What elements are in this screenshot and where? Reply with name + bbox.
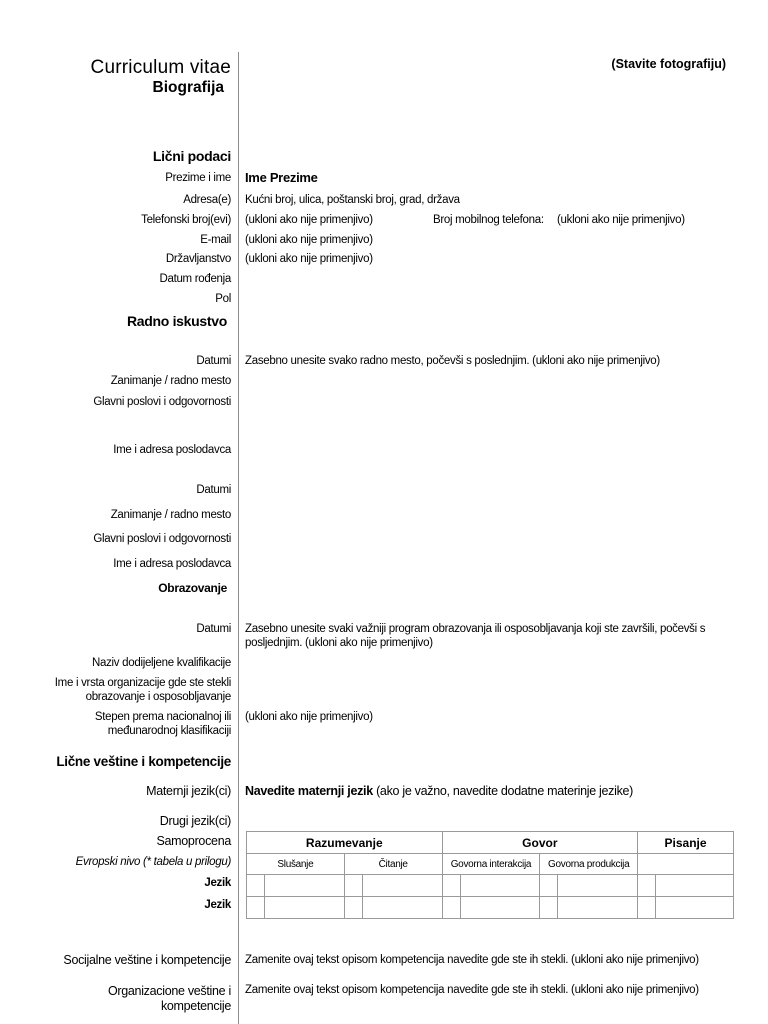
phone-value: (ukloni ako nije primenjivo) [245, 214, 373, 226]
edu-level-label-2: međunarodnoj klasifikaciji [107, 725, 231, 737]
citizenship-value: (ukloni ako nije primenjivo) [245, 253, 373, 265]
birthdate-label: Datum rođenja [159, 273, 231, 285]
edu-dates-value-2: posljednjim. (ukloni ako nije primenjivo) [245, 637, 433, 649]
section-skills: Lične veštine i kompetencije [56, 754, 231, 769]
email-value: (ukloni ako nije primenjivo) [245, 234, 373, 246]
edu-org-label-1: Ime i vrsta organizacije gde ste stekli [54, 677, 231, 689]
interaction-header: Govorna interakcija [442, 854, 540, 875]
speaking-header: Govor [442, 832, 638, 854]
section-work: Radno iskustvo [126, 313, 227, 329]
writing-header: Pisanje [638, 832, 734, 854]
work-occupation-label-2: Zanimanje / radno mesto [110, 509, 231, 521]
edu-org-label-2: obrazovanje i osposobljavanje [85, 691, 231, 703]
social-skills-value: Zamenite ovaj tekst opisom kompetencija navedite gde ste ih stekli. (ukloni ako nije primenjivo) [245, 954, 699, 966]
page-title: Curriculum vitae [90, 57, 231, 78]
work-occupation-label: Zanimanje / radno mesto [110, 375, 231, 387]
edu-dates-label: Datumi [196, 623, 231, 635]
address-label: Adresa(e) [183, 194, 231, 206]
mother-tongue-rest: (ako je važno, navedite dodatne materinje jezike) [372, 784, 634, 798]
section-personal: Lični podaci [152, 148, 231, 164]
gender-label: Pol [215, 293, 231, 305]
page-subtitle: Biografija [152, 79, 224, 96]
work-dates-value: Zasebno unesite svako radno mesto, počevši s poslednjim. (ukloni ako nije primenjivo) [245, 355, 660, 367]
language-table-header-1 [247, 832, 734, 854]
edu-qualification-label: Naziv dodijeljene kvalifikacije [92, 657, 231, 669]
work-dates-label-2: Datumi [196, 484, 231, 496]
language-table-header-2 [247, 854, 734, 875]
phone-label: Telefonski broj(evi) [141, 214, 231, 226]
table-row [247, 875, 734, 897]
social-skills-label: Socijalne veštine i kompetencije [63, 953, 231, 967]
mobile-label: Broj mobilnog telefona: [433, 214, 544, 226]
language-1-label: Jezik [204, 877, 231, 889]
mobile-value: (ukloni ako nije primenjivo) [557, 214, 685, 226]
mother-tongue-label: Maternji jezik(ci) [146, 784, 231, 798]
org-skills-value: Zamenite ovaj tekst opisom kompetencija navedite gde ste ih stekli. (ukloni ako nije primenjivo) [245, 984, 699, 996]
name-label: Prezime i ime [165, 172, 231, 184]
listening-header: Slušanje [247, 854, 345, 875]
production-header: Govorna produkcija [540, 854, 638, 875]
photo-placeholder: (Stavite fotografiju) [611, 57, 726, 71]
org-skills-label-2: kompetencije [160, 999, 231, 1013]
european-level-note: Evropski nivo (* tabela u prilogu) [75, 856, 231, 868]
name-value: Ime Prezime [245, 170, 318, 185]
work-duties-label-2: Glavni poslovi i odgovornosti [93, 533, 231, 545]
column-divider [238, 52, 239, 1024]
self-assessment-label: Samoprocena [156, 834, 231, 848]
reading-header: Čitanje [344, 854, 442, 875]
edu-dates-value-1: Zasebno unesite svaki važniji program obrazovanja ili osposobljavanja koji ste završili, počevši s [245, 623, 706, 635]
other-languages-label: Drugi jezik(ci) [159, 814, 231, 828]
edu-level-label-1: Stepen prema nacionalnoj ili [94, 711, 231, 723]
mother-tongue-bold: Navedite maternji jezik [245, 784, 373, 798]
writing-subheader [638, 854, 734, 875]
email-label: E-mail [200, 234, 231, 246]
language-table [246, 831, 734, 919]
work-employer-label: Ime i adresa poslodavca [113, 444, 231, 456]
language-2-label: Jezik [204, 899, 231, 911]
org-skills-label-1: Organizacione veštine i [107, 984, 231, 998]
table-row [247, 897, 734, 919]
address-value: Kućni broj, ulica, poštanski broj, grad, država [245, 194, 460, 206]
work-dates-label: Datumi [196, 355, 231, 367]
citizenship-label: Državljanstvo [165, 253, 231, 265]
understanding-header: Razumevanje [247, 832, 443, 854]
work-duties-label: Glavni poslovi i odgovornosti [93, 396, 231, 408]
section-education: Obrazovanje [158, 581, 227, 595]
edu-level-value: (ukloni ako nije primenjivo) [245, 711, 373, 723]
mother-tongue-value [245, 784, 633, 798]
work-employer-label-2: Ime i adresa poslodavca [113, 558, 231, 570]
